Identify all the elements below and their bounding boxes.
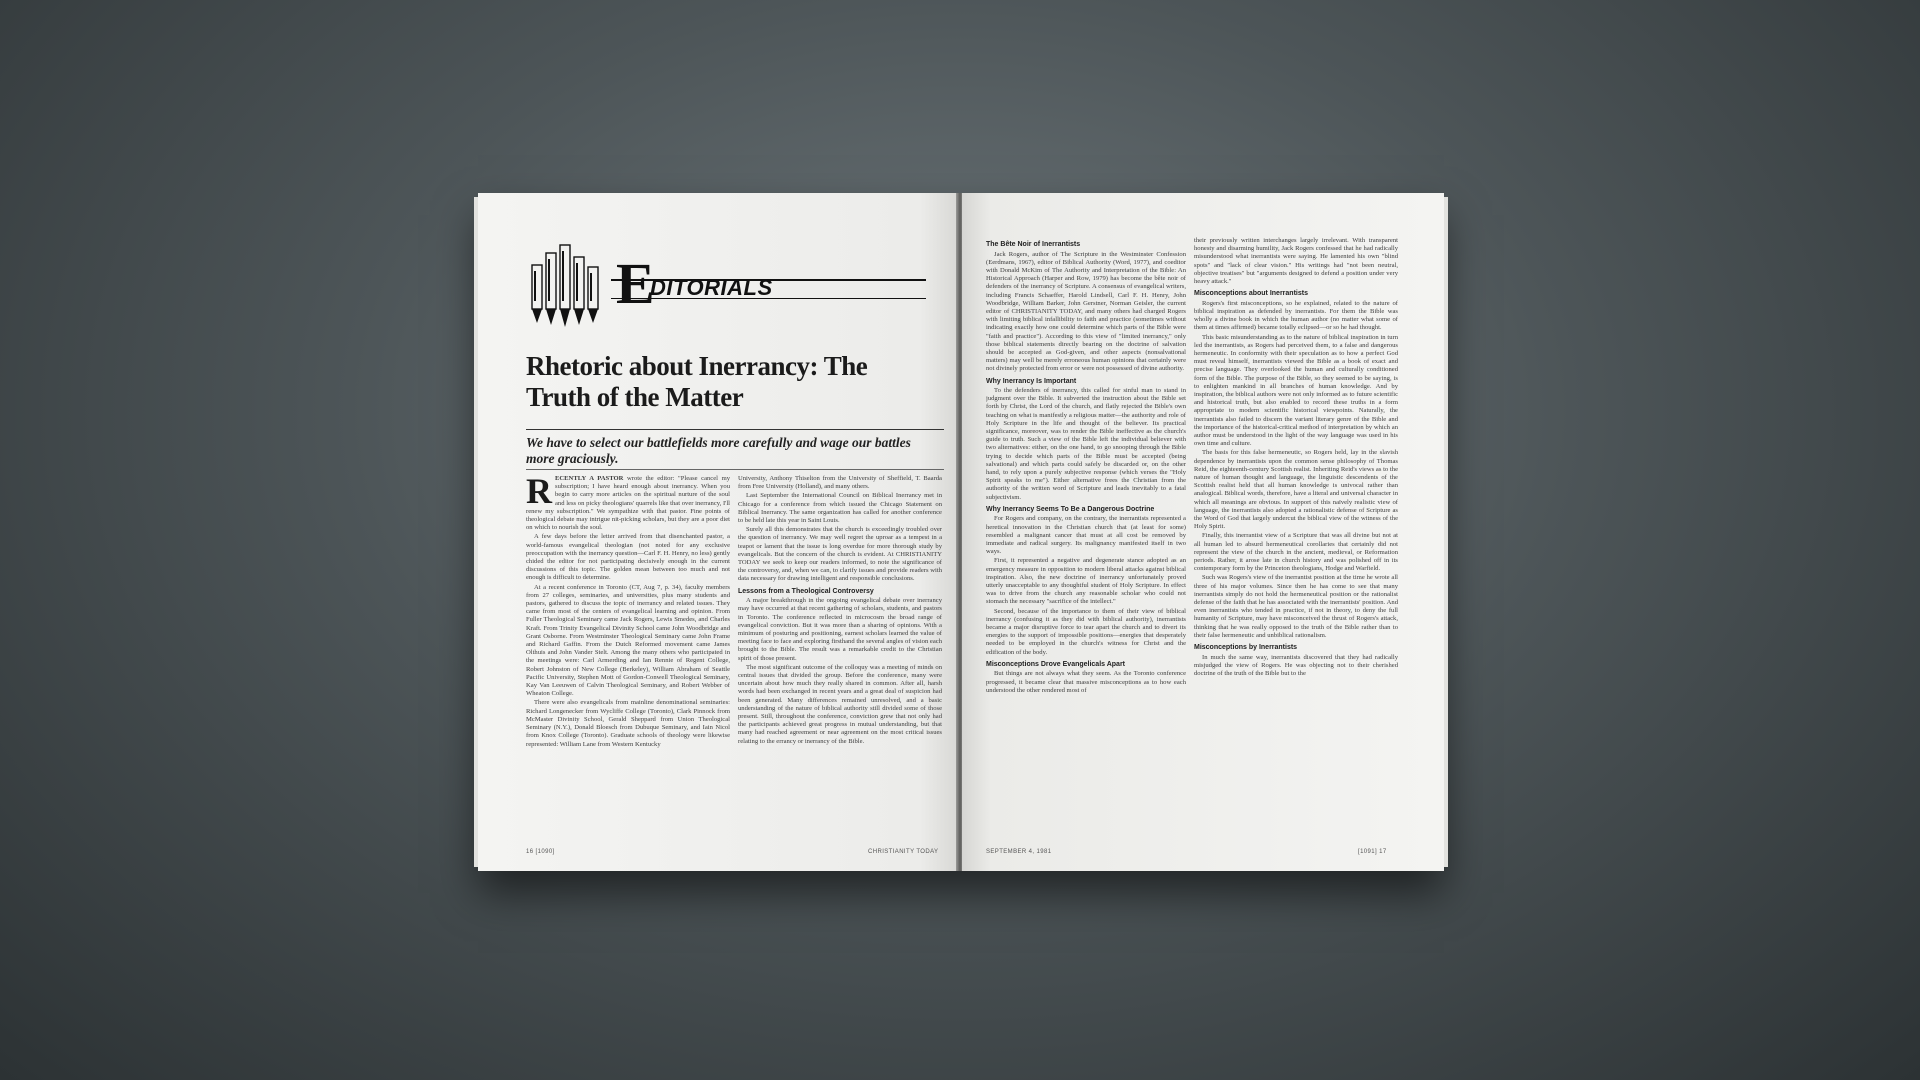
section-heading: Misconceptions by Inerrantists xyxy=(1194,644,1298,652)
paragraph: To the defenders of inerrancy, this called for sinful man to stand in judgment over the Bible. It subverted the instruction about the Bible set forth by Christ, the Lord of the church, and flatly rejected the Bible's own teaching on what is manifestly a religious matter—the authority and role of Holy Scripture in the life and thought of the believer. Its practical significance, moreover, was to render the Bible ineffective as the church's guide to truth. Such a view of the Bible left the individual believer with two alternatives: either, on the one hand, to go snooping through the Bible trying to decide which parts of the Bible must be accepted (being salvational) and which parts could safely be discarded or, on the other hand, to rely upon a purely subjective response (which verses the "Holy Spirit speaks to me"). Either alternative frees the Christian from the authority of the written word of Scripture and leads inevitably to a fatal subjectivism. xyxy=(986,387,1186,501)
lead-small-caps: ECENTLY A PASTOR xyxy=(555,475,624,482)
right-folio-date: SEPTEMBER 4, 1981 xyxy=(986,849,1052,855)
left-column-2 xyxy=(738,475,942,845)
left-page xyxy=(478,193,958,871)
paragraph: The most significant outcome of the colloquy was a meeting of minds on central issues that divided the group. Before the conference, many were uncertain about how much they really shared in common. After all, harsh words had been exchanged in recent years and a great deal of suspicion had been generated. Many differences remained unresolved, and a basic understanding of the nature of biblical authority still divided some of those present. Still, throughout the conference, conviction grew that not only had the participants achieved great progress in mutual understanding, but that many had reached agreement or near agreement on the most critical issues relating to the errancy or inerrancy of the Bible. xyxy=(738,663,942,745)
pen-nibs-icon xyxy=(526,235,618,327)
section-heading: Lessons from a Theological Controversy xyxy=(738,587,874,595)
paragraph: For Rogers and company, on the contrary, the inerrantists represented a heretical innovation in the Christian church that (at least for some) resembled a malignant cancer that must at all cost be removed by immediate and radical surgery. Its malignancy manifested itself in two ways. xyxy=(986,515,1186,556)
right-page xyxy=(962,193,1444,871)
section-heading: Misconceptions about Inerrantists xyxy=(1194,290,1308,298)
paragraph: There were also evangelicals from mainline denominational seminaries: Richard Longenecker from Wycliffe College (Toronto), Clark Pinnock from McMaster Divinity School, Gerald Sheppard from Union Theological Seminary (N.Y.), Donald Bloesch from Dubuque Seminary, and Iain Nicol from Knox College (Toronto). Graduate schools of theology were likewise represented: William Lane from Western Kentucky xyxy=(526,699,730,748)
paragraph: Rogers's first misconceptions, so he explained, related to the nature of biblical inspiration as defended by inerrantists. For them the Bible was wholly a divine book in which the human author (no matter what some of them at times affirmed) became totally eclipsed—or so he had thought. xyxy=(1194,299,1398,332)
paragraph: A major breakthrough in the ongoing evangelical debate over inerrancy may have occurred at that recent gathering of scholars, students, and pastors in Toronto. The conference reflected in microcosm the broad range of evangelical conviction. But it was more than a sharing of opinions. With a minimum of posturing and positioning, earnest scholars learned the value of meeting face to face and exploring firsthand the several angles of vision each brought to the Bible. The result was a remarkable credit to the Christian spirit of those present. xyxy=(738,597,942,662)
paragraph: Finally, this inerrantist view of a Scripture that was all divine but not at all human led to absurd hermeneutical corollaries that certainly did not represent the view of the church in the ancient, medieval, or Reformation periods. Rather, it arose late in church history and was polished off in its contemporary form by the Princeton theologians, Hodge and Warfield. xyxy=(1194,532,1398,573)
article-headline: Rhetoric about Inerrancy: The Truth of the Matter xyxy=(526,351,868,412)
paragraph: Surely all this demonstrates that the church is exceedingly troubled over the question of inerrancy. We may well regret the uproar as a tempest in a teapot or lament that the issue is long overdue for more thorough study by evangelicals. But the concern of the church is evident. At CHRISTIANITY TODAY we seek to keep our readers informed, to note the significance of the controversy, and, when we can, to clarify issues and provide readers with data necessary for drawing intelligent and responsible conclusions. xyxy=(738,526,942,583)
paragraph: their previously written interchanges largely irrelevant. With transparent honesty and disarming humility, Jack Rogers confessed that he had radically misunderstood what inerrantists were saying. He lamented his own "blind spots" and "lack of clear vision." His writings had "not been neutral, objective treatises" but "arguments designed to defend a position under very heavy attack." xyxy=(1194,237,1398,286)
headline-rule xyxy=(526,429,944,430)
paragraph: First, it represented a negative and degenerate stance adopted as an emergency measure in opposition to modern liberal attacks against biblical inspiration. Also, the new doctrine of inerrancy unfortunately proved utterly unacceptable to any thoughtful student of Holy Scripture. In effect was to drive from the church any reasonable scholar who could not stomach the necessary "sacrifice of the intellect." xyxy=(986,557,1186,606)
paragraph: A few days before the letter arrived from that disenchanted pastor, a world-famous evangelical theologian (not noted for any exclusive preoccupation with the inerrancy question—Carl F. H. Henry, no less) gently chided the editor for not participating decisively enough in the current discussions of this topic. The golden mean between too much and not enough is difficult to determine. xyxy=(526,533,730,582)
left-column-1 xyxy=(526,475,730,845)
paragraph: This basic misunderstanding as to the nature of biblical inspiration in turn led the inerrantists, as Rogers had perceived them, to a false and dangerous hermeneutic. In conformity with their speculation as to how a perfect God must reveal himself, inerrantists viewed the Bible as a book of exact and precise language. They overlooked the human and culturally conditioned form of the Bible. The purpose of the Bible, so they seemed to be saying, is to enlighten mankind in all branches of human knowledge. And by inspiration, the biblical authors were not only informed as to future scientific and historical truth, but also enabled to record these truths in a form appropriate to modern scientific historical viewpoints. Naturally, the inerrantists also failed to discern the variant literary genre of the Bible and the importance of the historical-critical method of interpretation by which an author must be understood in the light of the way language was used in his own time and culture. xyxy=(1194,333,1398,448)
section-heading: Misconceptions Drove Evangelicals Apart xyxy=(986,660,1126,668)
article-deck: We have to select our battlefields more carefully and wage our battles more graciously. xyxy=(526,435,911,466)
paragraph: In much the same way, inerrantists discovered that they had radically misjudged the view of Rogers. He was objecting not to their cherished doctrine of the truth of the Bible but to the xyxy=(1194,653,1398,677)
deck-rule xyxy=(526,469,944,470)
paragraph: University, Anthony Thiselton from the University of Sheffield, T. Baarda from Free University (Holland), and many others. xyxy=(738,475,942,491)
section-heading: The Bête Noir of Inerrantists xyxy=(986,241,1081,248)
paragraph: Jack Rogers, author of The Scripture in the Westminster Confession (Eerdmans, 1967), editor of Biblical Authority (Word, 1977), and coeditor with Donald McKim of The Authority and Interpretation of the Bible: An Historical Approach (Harper and Row, 1979) has become the bête noir of defenders of the inerrancy of Scripture. A consensus of evangelical writers, including Francis Schaeffer, Harold Lindsell, Carl F. H. Henry, John Woodbridge, William Barker, John Gerstner, Norman Geisler, the current editor of CHRISTIANITY TODAY, and many others had charged Rogers with limiting biblical infallibility to faith and practice (sometimes without indicating exactly how one could determine which parts of the Bible were "faith and practice"). According to this view of "limited inerrancy," only those biblical statements directly bearing on the doctrine of salvation should be accepted as God-given, and other aspects (nonsalvational matters) may well be merely erroneous human opinions that certainly were not divinely protected from error or were not possessed of divine authority. xyxy=(986,250,1186,373)
right-column-1 xyxy=(986,237,1186,845)
paragraph: But things are not always what they seem. As the Toronto conference progressed, it became clear that massive misconceptions as to how each understood the other rendered most of xyxy=(986,670,1186,694)
paragraph: The basis for this false hermeneutic, so Rogers held, lay in the slavish dependence by inerrantists upon the common sense philosophy of Thomas Reid, the eighteenth-century Scottish realist. Inheriting Reid's views as to the nature of human thought and language, the linguistic descendents of the Scottish realist held that all human knowledge is univocal rather than analogical. Biblical words, therefore, have a literal and universal character in which all meanings are obvious. In support of this naïvely realistic view of language, the inerrantists also adopted a rationalistic defense of Scripture as the Word of God that largely undercut the biblical view of the witness of the Holy Spirit. xyxy=(1194,449,1398,531)
editorials-logo xyxy=(526,235,926,327)
lead-paragraph xyxy=(526,475,730,532)
paragraph: Second, because of the importance to them of their view of biblical inerrancy (confusing it as they did with biblical authority), inerrantists became a major disruptive force to tear apart the church and to divert its energies to the support of impossible positions—energies that desperately needed to be employed in the church's witness for Christ and the edification of the body. xyxy=(986,607,1186,656)
left-folio-number: 16 [1090] xyxy=(526,849,555,855)
logo-initial: E xyxy=(616,251,655,316)
paragraph: Last September the International Council on Biblical Inerrancy met in Chicago for a conference from which issued the Chicago Statement on Biblical Inerrancy. The same organization has called for another conference to be held late this year in Saint Louis. xyxy=(738,492,942,525)
drop-cap: R xyxy=(526,475,552,511)
paragraph: At a recent conference in Toronto (CT, Aug 7, p. 34), faculty members from 27 colleges, seminaries, and universities, plus many students and pastors, gathered to discuss the topic of inerrancy and related issues. They came from most of the centers of evangelical learning and opinion. From Fuller Theological Seminary came Jack Rogers, Lewis Smedes, and Charles Kraft. From Trinity Evangelical Divinity School came John Woodbridge and Grant Osborne. From Westminster Theological Seminary came John Frame and Richard Gaffin. From the Dutch Reformed movement came James Olthuis and John Vander Stelt. Among the many others who participated in the meetings were: Carl Armerding and Ian Rennie of Regent College, Robert Johnston of New College (Berkeley), William Abraham of Seattle Pacific University, Stephen Mott of Gordon-Conwell Theological Seminary, Kay Van Leeuwen of Calvin Theological Seminary, and Robert Webber of Wheaton College. xyxy=(526,583,730,698)
paragraph: Such was Rogers's view of the inerrantist position at the time he wrote all three of his major volumes. Since then he has come to see that many inerrantists simply do not hold the hermeneutical position or the rationalist defense of the faith that he has associated with the inerrantists' position. And even inerrantists who tended in practice, if not in theory, to deny the full humanity of Scripture, may have misconceived the thrust of Rogers's attack, thinking that he was really opposed to the truth of the Bible rather than to their false hermeneutic and unbiblical rationalism. xyxy=(1194,574,1398,639)
section-heading: Why Inerrancy Seems To Be a Dangerous Doctrine xyxy=(986,505,1155,513)
magazine-spread xyxy=(478,193,1444,871)
section-heading: Why Inerrancy Is Important xyxy=(986,377,1077,385)
right-folio-number: [1091] 17 xyxy=(1358,849,1387,855)
right-column-2 xyxy=(1194,237,1398,845)
lead-text: wrote the editor: "Please cancel my subscription; I have heard enough about inerrancy. When you begin to carry more articles on the spiritual nurture of the soul and less on picky theologians' quarrels like that over inerrancy, I'll renew my subscription." We sympathize with that pastor. Fine points of theological debate may intrigue nit-picking scholars, but they are a poor diet on which to nourish the soul. xyxy=(526,475,730,532)
logo-word: DITORIALS xyxy=(650,275,773,300)
left-folio-title: CHRISTIANITY TODAY xyxy=(868,849,939,855)
